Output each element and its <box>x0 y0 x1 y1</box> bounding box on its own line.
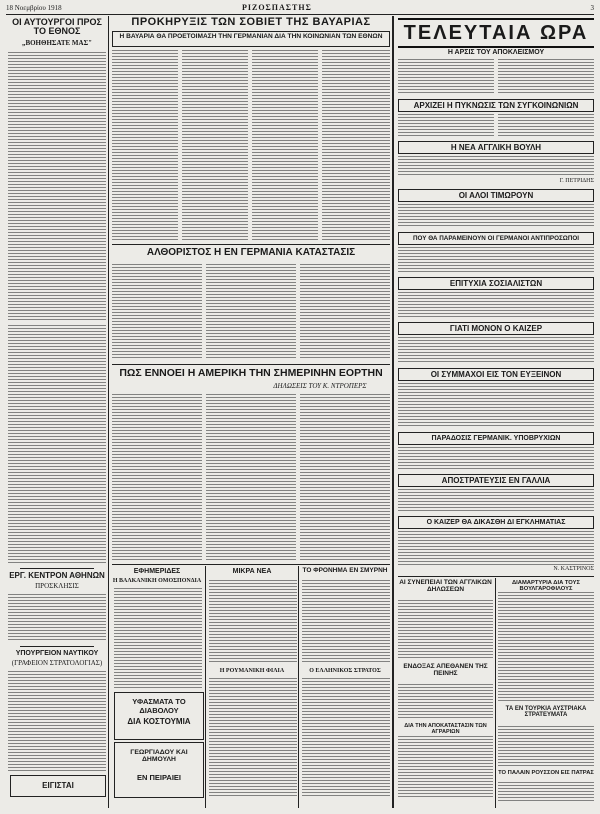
main-subhead: Η ΒΑΥΑΡΙΑ ΘΑ ΠΡΟΕΤΟΙΜΑΣΗ ΤΗΝ ΓΕΡΜΑΝΙΑΝ ΔΙΑ ΤΗΝ ΚΟΙΝΩΝΙΑΝ ΤΩΝ ΕΘΝΩΝ <box>119 33 383 40</box>
article-text <box>498 782 594 802</box>
article-text <box>398 247 594 273</box>
article-text <box>300 264 390 360</box>
article-text <box>498 592 594 702</box>
article-text <box>398 292 594 318</box>
paper-name: ΡΙΖΟΣΠΑΣΤΗΣ <box>242 3 312 12</box>
news-title: ΑΙ ΣΥΝΕΠΕΙΑΙ ΤΩΝ ΑΓΓΛΙΚΩΝ ΔΗΛΩΣΕΩΝ <box>399 579 492 593</box>
section-title: ΜΙΚΡΑ ΝΕΑ <box>232 568 272 575</box>
article-text <box>398 383 594 427</box>
section-title: ΕΡΓ. ΚΕΝΤΡΟΝ ΑΘΗΝΩΝ <box>9 571 105 580</box>
news-title: ΟΙ ΑΛΟΙ ΤΙΜΩΡΟΥΝ <box>398 189 594 202</box>
main-headline: ΠΡΟΚΗΡΥΞΙΣ ΤΩΝ ΣΟΒΙΕΤ ΤΗΣ ΒΑΥΑΡΙΑΣ <box>131 16 371 28</box>
section-title: ΤΟ ΦΡΟΝΗΜΑ ΕΝ ΣΜΥΡΝΗ <box>302 567 388 574</box>
article-text <box>8 52 106 320</box>
col1-subtitle: „ΒΟΗΘΗΣΑΤΕ ΜΑΣ" <box>21 39 93 47</box>
article-text <box>398 489 594 511</box>
advertisement: ΕΙΓΙΣΤΑΙ <box>10 775 106 797</box>
section-subtitle: (ΓΡΑΦΕΙΟΝ ΣΤΡΑΤΟΛΟΓΙΑΣ) <box>11 659 103 667</box>
article-text <box>112 394 202 560</box>
news-title: ΠΟΥ ΘΑ ΠΑΡΑΜΕΙΝΟΥΝ ΟΙ ΓΕΡΜΑΝΟΙ ΑΝΤΙΠΡΟΣΩΠΟΙ <box>398 232 594 245</box>
signature: Γ. ΠΕΤΡΙΔΗΣ <box>559 178 594 184</box>
news-title: ΕΠΙΤΥΧΙΑ ΣΟΣΙΑΛΙΣΤΩΝ <box>398 277 594 290</box>
third-headline: ΠΩΣ ΕΝΝΟΕΙ Η ΑΜΕΡΙΚΗ ΤΗΝ ΣΗΜΕΡΙΝΗΝ ΕΟΡΤΗΝ <box>119 367 383 379</box>
ad-title: ΓΕΩΡΓΙΑΔΟΥ ΚΑΙ ΔΗΜΟΥΛΗ <box>130 749 188 763</box>
masthead-line <box>6 4 594 15</box>
ad-subtitle: ΕΝ ΠΕΙΡΑΙΕΙ <box>136 773 182 782</box>
article-text <box>398 736 493 798</box>
article-text <box>398 156 594 176</box>
news-title: ΔΙΑ ΤΗΝ ΑΠΟΚΑΤΑΣΤΑΣΙΝ ΤΩΝ ΑΓΡΑΡΙΩΝ <box>404 723 487 735</box>
column-rule <box>495 578 496 808</box>
article-text <box>398 114 494 136</box>
byline: ΔΗΛΩΣΕΙΣ ΤΟΥ Κ. ΝΤΡΟΠΕΡΣ <box>273 382 367 390</box>
news-title: ΤΟ ΠΑΛΑΙΝ ΡΟΥΣΣΟΝ ΕΙΣ ΠΑΤΡΑΣ <box>498 770 594 776</box>
column-rule <box>205 566 206 808</box>
section-subtitle: ΠΡΟΣΚΛΗΣΙΣ <box>35 582 79 590</box>
article-text <box>498 59 594 95</box>
ad-title: ΥΦΑΣΜΑΤΑ ΤΟ ΔΙΑΒΟΛΟΥ <box>132 697 186 715</box>
article-text <box>398 600 493 660</box>
section-subtitle: Η ΒΑΛΚΑΝΙΚΗ ΟΜΟΣΠΟΝΔΙΑ <box>112 578 202 584</box>
subhead-box <box>112 31 390 47</box>
article-text <box>252 50 318 240</box>
article-text <box>8 594 106 642</box>
article-text <box>114 588 202 688</box>
section-title: ΕΦΗΜΕΡΙΔΕΣ <box>133 568 181 575</box>
signature: Ν. ΚΑΣΤΡΙΝΟΣ <box>553 566 594 572</box>
article-text <box>398 337 594 363</box>
news-title: ΑΠΟΣΤΡΑΤΕΥΣΙΣ ΕΝ ΓΑΛΛΙΑ <box>398 474 594 487</box>
news-title: ΤΑ ΕΝ ΤΟΥΡΚΙΑ ΑΥΣΤΡΙΑΚΑ ΣΤΡΑΤΕΥΜΑΤΑ <box>505 706 587 719</box>
column-rule <box>298 566 299 808</box>
advertisement <box>114 742 204 798</box>
separator <box>398 576 594 577</box>
news-title: ΠΑΡΑΔΟΣΙΣ ΓΕΡΜΑΝΙΚ. ΥΠΟΒΡΥΧΙΩΝ <box>398 432 594 445</box>
article-text <box>206 264 296 360</box>
news-title: Ο ΚΑΙΖΕΡ ΘΑ ΔΙΚΑΣΘΗ ΔΙ ΕΓΚΛΗΜΑΤΙΑΣ <box>398 516 594 529</box>
separator <box>112 564 390 565</box>
article-text <box>209 580 297 664</box>
advertisement <box>114 692 204 740</box>
article-text <box>302 678 390 798</box>
section-subtitle: Ο ΕΛΛΗΝΙΚΟΣ ΣΤΡΑΤΟΣ <box>309 668 381 674</box>
section-subtitle: Η ΡΟΥΜΑΝΙΚΗ ΦΙΛΙΑ <box>219 668 285 674</box>
news-title: Η ΑΡΣΙΣ ΤΟΥ ΑΠΟΚΛΕΙΣΜΟΥ <box>447 49 545 56</box>
article-text <box>398 684 493 720</box>
news-title: ΑΡΧΙΖΕΙ Η ΠΥΚΝΩΣΙΣ ΤΩΝ ΣΥΓΚΟΙΝΩΝΙΩΝ <box>398 99 594 112</box>
article-text <box>300 394 390 560</box>
separator <box>112 244 390 245</box>
news-title: ΔΙΑΜΑΡΤΥΡΙΑ ΔΙΑ ΤΟΥΣ ΒΟΥΛΓΑΡΟΦΙΛΟΥΣ <box>511 580 580 593</box>
article-text <box>398 59 494 95</box>
news-title: ΓΙΑΤΙ ΜΟΝΟΝ Ο ΚΑΙΖΕΡ <box>398 322 594 335</box>
ad-subtitle: ΔΙΑ ΚΟΣΤΟΥΜΙΑ <box>127 717 191 726</box>
article-text <box>498 114 594 136</box>
article-text <box>209 678 297 798</box>
article-text <box>398 531 594 565</box>
news-title: ΕΝΔΟΞΑΣ ΑΠΕΘΑΝΕΝ ΤΗΣ ΠΕΙΝΗΣ <box>403 663 488 677</box>
issue-date: 18 Νοεμβρίου 1918 <box>6 4 62 12</box>
last-hour-headline: ΤΕΛΕΥΤΑΙΑ ΩΡΑ <box>398 18 594 48</box>
article-text <box>302 580 390 664</box>
separator <box>20 568 94 569</box>
page-number: 3 <box>590 4 594 12</box>
column-rule <box>392 16 394 808</box>
section-title: ΥΠΟΥΡΓΕΙΟΝ ΝΑΥΤΙΚΟΥ <box>15 650 99 657</box>
article-text <box>182 50 248 240</box>
column-rule <box>108 16 109 808</box>
second-headline: ΑΛΘΟΡΙΣΤΟΣ Η ΕΝ ΓΕΡΜΑΝΙΑ ΚΑΤΑΣΤΑΣΙΣ <box>146 247 356 258</box>
news-title: Η ΝΕΑ ΑΓΓΛΙΚΗ ΒΟΥΛΗ <box>398 141 594 154</box>
col1-title: ΟΙ ΑΥΤΟΥΡΓΟΙ ΠΡΟΣ ΤΟ ΕΘΝΟΣ <box>12 17 102 37</box>
article-text <box>398 204 594 226</box>
article-text <box>112 50 178 240</box>
separator <box>20 646 94 647</box>
article-text <box>322 50 390 240</box>
article-text <box>206 394 296 560</box>
article-text <box>398 447 594 469</box>
news-title: ΟΙ ΣΥΜΜΑΧΟΙ ΕΙΣ ΤΟΝ ΕΥΞΕΙΝΟΝ <box>398 368 594 381</box>
article-text <box>8 325 106 565</box>
separator <box>112 364 390 365</box>
article-text <box>8 671 106 771</box>
article-text <box>112 264 202 360</box>
article-text <box>498 726 594 766</box>
